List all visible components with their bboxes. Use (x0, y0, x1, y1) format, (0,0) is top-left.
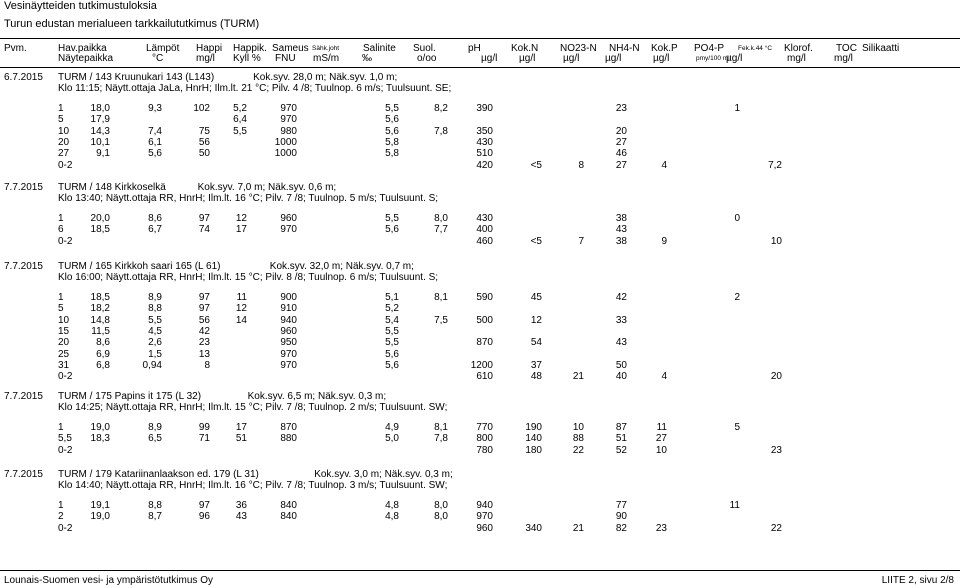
depth-cell: 27 (58, 148, 70, 160)
value-cell-sat: 74 (198, 224, 210, 236)
value-cell-sal: 5,0 (385, 433, 399, 445)
depth-cell: 1 (58, 500, 64, 511)
value-cell-n: 500 (476, 314, 493, 326)
value-cell-no: 12 (530, 314, 542, 326)
value-cell-sat: 56 (198, 136, 210, 148)
depth-cell: 0-2 (58, 522, 73, 534)
value-cell-ph: 7,8 (434, 125, 448, 137)
depth-cell: 0-2 (58, 235, 73, 247)
value-cell-o2: 2,6 (148, 337, 162, 349)
value-cell-o2: 5,5 (148, 314, 162, 326)
value-cell-sat: 102 (193, 103, 210, 114)
value-cell-t: 6,9 (96, 348, 110, 360)
value-cell-po: 27 (655, 433, 667, 445)
value-cell-ms: 840 (280, 500, 297, 511)
section-info: Klo 14:25; Näytt.ottaja RR, HnrH; Ilm.lt. 15 °C; Pilv. 7 /8; Tuulnop. 2 m/s; Tuulsuunt. SW; (58, 402, 448, 413)
value-cell-nh: 21 (572, 522, 584, 534)
value-cell-ms: 970 (280, 348, 297, 360)
value-cell-o2: 6,5 (148, 433, 162, 445)
value-cell-sat: 56 (198, 314, 210, 326)
header-top-rule (0, 38, 960, 39)
value-cell-sat: 97 (198, 213, 210, 224)
footer-rule (0, 570, 960, 571)
value-cell-sat: 75 (198, 125, 210, 137)
value-cell-fek: 0 (734, 213, 740, 224)
value-cell-n: 610 (476, 371, 493, 383)
value-cell-t: 17,9 (90, 114, 110, 126)
value-cell-n: 940 (476, 500, 493, 511)
value-cell-po: 4 (661, 371, 667, 383)
value-cell-ms: 970 (280, 359, 297, 371)
value-cell-fnu: 17 (235, 224, 247, 236)
value-cell-n: 430 (476, 136, 493, 148)
value-cell-no: <5 (530, 159, 542, 171)
column-unit-label: µg/l (726, 53, 743, 64)
value-cell-sal: 5,5 (385, 103, 399, 114)
value-cell-p: 46 (615, 148, 627, 160)
column-unit-label: µg/l (605, 53, 622, 64)
value-cell-sal: 4,8 (385, 511, 399, 523)
value-cell-sal: 5,8 (385, 136, 399, 148)
value-cell-klo: 22 (770, 522, 782, 534)
depth-cell: 1 (58, 213, 64, 224)
value-cell-o2: 8,7 (148, 511, 162, 523)
value-cell-sat: 13 (198, 348, 210, 360)
value-cell-n: 770 (476, 422, 493, 433)
value-cell-klo: 7,2 (768, 159, 782, 171)
value-cell-sat: 8 (204, 359, 210, 371)
value-cell-t: 14,8 (90, 314, 110, 326)
value-cell-no: 37 (530, 359, 542, 371)
value-cell-o2: 0,94 (142, 359, 162, 371)
value-cell-ph: 8,2 (434, 103, 448, 114)
depth-cell: 2 (58, 511, 64, 523)
column-unit-label: Näytepaikka (58, 53, 114, 64)
column-header-label: TOC (836, 43, 857, 54)
section-date: 7.7.2015 (4, 469, 43, 480)
value-cell-ms: 1000 (274, 136, 297, 148)
value-cell-sat: 99 (198, 422, 210, 433)
column-header-label: Pvm. (4, 43, 27, 54)
column-unit-label: pmy/100 ml (696, 55, 730, 62)
column-unit-label: mg/l (196, 53, 215, 64)
section-station: TURM / 148 Kirkkoselkä (58, 182, 166, 193)
value-cell-ms: 870 (280, 422, 297, 433)
value-cell-nh: 8 (578, 159, 584, 171)
value-cell-fnu: 12 (235, 303, 247, 315)
value-cell-klo: 23 (770, 444, 782, 456)
value-cell-no: 340 (525, 522, 542, 534)
section-station: TURM / 143 Kruunukari 143 (L143) (58, 72, 215, 83)
value-cell-p: 50 (615, 359, 627, 371)
depth-cell: 10 (58, 125, 70, 137)
value-cell-n: 420 (476, 159, 493, 171)
value-cell-ph: 7,8 (434, 433, 448, 445)
value-cell-sat: 96 (198, 511, 210, 523)
value-cell-nh: 88 (572, 433, 584, 445)
column-header-label: Sameus (272, 43, 309, 54)
column-header-label: Happi (196, 43, 223, 54)
value-cell-sal: 4,8 (385, 500, 399, 511)
value-cell-p: 90 (615, 511, 627, 523)
value-cell-p: 87 (615, 422, 627, 433)
column-unit-label: o/oo (417, 53, 437, 64)
value-cell-o2: 6,7 (148, 224, 162, 236)
value-cell-no: <5 (530, 235, 542, 247)
depth-cell: 1 (58, 292, 64, 303)
depth-cell: 10 (58, 314, 70, 326)
value-cell-ms: 950 (280, 337, 297, 349)
value-cell-sat: 71 (198, 433, 210, 445)
column-header-label: Lämpöt (146, 43, 180, 54)
value-cell-sal: 5,5 (385, 213, 399, 224)
column-header-label: NH4-N (609, 43, 640, 54)
value-cell-n: 350 (476, 125, 493, 137)
value-cell-t: 10,1 (90, 136, 110, 148)
value-cell-fek: 5 (734, 422, 740, 433)
value-cell-p: 43 (615, 224, 627, 236)
section-depth: Kok.syv. 32,0 m; Näk.syv. 0,7 m; (269, 261, 414, 272)
value-cell-t: 6,8 (96, 359, 110, 371)
column-unit-label: mS/m (313, 53, 340, 64)
value-cell-n: 800 (476, 433, 493, 445)
depth-cell: 15 (58, 325, 70, 337)
section-station: TURM / 179 Katariinanlaakson ed. 179 (L 31) (58, 469, 259, 480)
value-cell-nh: 22 (572, 444, 584, 456)
column-unit-label: µg/l (563, 53, 580, 64)
value-cell-n: 970 (476, 511, 493, 523)
value-cell-ph: 7,5 (434, 314, 448, 326)
value-cell-o2: 8,6 (148, 213, 162, 224)
value-cell-t: 8,6 (96, 337, 110, 349)
value-cell-sat: 23 (198, 337, 210, 349)
value-cell-p: 42 (615, 292, 627, 303)
value-cell-n: 400 (476, 224, 493, 236)
value-cell-nh: 21 (572, 371, 584, 383)
footer-page: LIITE 2, sivu 2/8 (881, 575, 954, 586)
value-cell-t: 14,3 (90, 125, 110, 137)
value-cell-ms: 960 (280, 213, 297, 224)
value-cell-p: 51 (615, 433, 627, 445)
column-header-label: pH (468, 43, 481, 54)
value-cell-ms: 980 (280, 125, 297, 137)
depth-cell: 5 (58, 114, 64, 126)
value-cell-sal: 5,6 (385, 224, 399, 236)
section-info: Klo 11:15; Näytt.ottaja JaLa, HnrH; Ilm.lt. 21 °C; Pilv. 4 /8; Tuulnop. 6 m/s; Tuulsuunt. SE; (58, 83, 452, 94)
column-header-label: Salinite (363, 43, 396, 54)
value-cell-t: 19,0 (90, 511, 110, 523)
section-depth: Kok.syv. 7,0 m; Näk.syv. 0,6 m; (197, 182, 337, 193)
section-station: TURM / 175 Papins it 175 (L 32) (58, 391, 202, 402)
value-cell-fnu: 14 (235, 314, 247, 326)
value-cell-fnu: 51 (235, 433, 247, 445)
section-info: Klo 13:40; Näytt.ottaja RR, HnrH; Ilm.lt. 16 °C; Pilv. 7 /8; Tuulnop. 5 m/s; Tuulsuunt. S; (58, 193, 439, 204)
section-depth: Kok.syv. 28,0 m; Näk.syv. 1,0 m; (253, 72, 398, 83)
value-cell-sal: 5,2 (385, 303, 399, 315)
value-cell-fek: 2 (734, 292, 740, 303)
depth-cell: 25 (58, 348, 70, 360)
value-cell-p: 40 (615, 371, 627, 383)
value-cell-nh: 7 (578, 235, 584, 247)
value-cell-ph: 8,0 (434, 213, 448, 224)
value-cell-p: 38 (615, 213, 627, 224)
column-unit-label: ‰ (362, 53, 372, 64)
value-cell-p: 20 (615, 125, 627, 137)
value-cell-o2: 6,1 (148, 136, 162, 148)
value-cell-n: 460 (476, 235, 493, 247)
column-header-label: NO23-N (560, 43, 597, 54)
value-cell-ms: 970 (280, 114, 297, 126)
value-cell-sal: 5,5 (385, 337, 399, 349)
depth-cell: 5,5 (58, 433, 72, 445)
section-depth: Kok.syv. 3,0 m; Näk.syv. 0,3 m; (314, 469, 453, 480)
value-cell-ph: 8,0 (434, 500, 448, 511)
column-header-label: Fek.k.44 °C (738, 45, 773, 52)
value-cell-p: 27 (615, 136, 627, 148)
value-cell-o2: 5,6 (148, 148, 162, 160)
value-cell-o2: 7,4 (148, 125, 162, 137)
section-date: 6.7.2015 (4, 72, 43, 83)
value-cell-o2: 8,9 (148, 292, 162, 303)
column-unit-label: mg/l (787, 53, 806, 64)
value-cell-ph: 8,1 (434, 292, 448, 303)
value-cell-ms: 970 (280, 103, 297, 114)
column-unit-label: µg/l (481, 53, 498, 64)
depth-cell: 6 (58, 224, 64, 236)
value-cell-ms: 960 (280, 325, 297, 337)
column-header-label: Happik. (233, 43, 267, 54)
section-date: 7.7.2015 (4, 261, 43, 272)
value-cell-sal: 5,6 (385, 359, 399, 371)
column-unit-label: FNU (275, 53, 296, 64)
column-header-label: Kok.P (651, 43, 678, 54)
section-date: 7.7.2015 (4, 391, 43, 402)
value-cell-t: 18,5 (90, 292, 110, 303)
value-cell-t: 9,1 (96, 148, 110, 160)
column-header-label: Sähk.joht (312, 45, 340, 52)
value-cell-n: 390 (476, 103, 493, 114)
value-cell-t: 18,3 (90, 433, 110, 445)
value-cell-po: 9 (661, 235, 667, 247)
column-header-label: Hav.paikka (58, 43, 107, 54)
column-unit-label: µg/l (653, 53, 670, 64)
value-cell-sal: 4,9 (385, 422, 399, 433)
value-cell-ms: 1000 (274, 148, 297, 160)
column-header-label: Silikaatti (862, 43, 900, 54)
value-cell-nh: 10 (572, 422, 584, 433)
value-cell-fnu: 43 (235, 511, 247, 523)
value-cell-sal: 5,8 (385, 148, 399, 160)
column-unit-label: mg/l (834, 53, 853, 64)
value-cell-fnu: 36 (235, 500, 247, 511)
value-cell-ms: 840 (280, 511, 297, 523)
value-cell-n: 430 (476, 213, 493, 224)
footer-company: Lounais-Suomen vesi- ja ympäristötutkimus Oy (4, 575, 213, 586)
section-info: Klo 14:40; Näytt.ottaja RR, HnrH; Ilm.lt. 16 °C; Pilv. 7 /8; Tuulnop. 3 m/s; Tuulsuunt. SW; (58, 480, 448, 491)
depth-cell: 0-2 (58, 371, 73, 383)
value-cell-sat: 42 (198, 325, 210, 337)
column-unit-label: °C (152, 53, 164, 64)
value-cell-p: 33 (615, 314, 627, 326)
column-header-label: PO4-P (694, 43, 725, 54)
value-cell-sal: 5,6 (385, 348, 399, 360)
depth-cell: 0-2 (58, 159, 73, 171)
value-cell-t: 19,0 (90, 422, 110, 433)
value-cell-n: 870 (476, 337, 493, 349)
section-station: TURM / 165 Kirkkoh saari 165 (L 61) (58, 261, 221, 272)
value-cell-klo: 10 (770, 235, 782, 247)
value-cell-p: 43 (615, 337, 627, 349)
value-cell-n: 780 (476, 444, 493, 456)
value-cell-n: 960 (476, 522, 493, 534)
value-cell-no: 45 (530, 292, 542, 303)
report-org: Vesinäytteiden tutkimustuloksia (4, 0, 157, 12)
value-cell-sat: 50 (198, 148, 210, 160)
value-cell-n: 590 (476, 292, 493, 303)
value-cell-o2: 9,3 (148, 103, 162, 114)
value-cell-no: 48 (530, 371, 542, 383)
value-cell-ph: 8,1 (434, 422, 448, 433)
column-header-label: Kok.N (511, 43, 539, 54)
value-cell-ph: 7,7 (434, 224, 448, 236)
value-cell-fnu: 11 (236, 292, 247, 303)
depth-cell: 20 (58, 337, 70, 349)
depth-cell: 0-2 (58, 444, 73, 456)
value-cell-t: 18,0 (90, 103, 110, 114)
value-cell-klo: 20 (770, 371, 782, 383)
value-cell-p: 82 (615, 522, 627, 534)
depth-cell: 31 (58, 359, 70, 371)
value-cell-o2: 8,8 (148, 303, 162, 315)
value-cell-fek: 11 (729, 500, 740, 511)
value-cell-t: 20,0 (90, 213, 110, 224)
column-unit-label: µg/l (519, 53, 536, 64)
value-cell-ph: 8,0 (434, 511, 448, 523)
value-cell-ms: 910 (280, 303, 297, 315)
value-cell-o2: 1,5 (148, 348, 162, 360)
section-depth: Kok.syv. 6,5 m; Näk.syv. 0,3 m; (247, 391, 387, 402)
column-unit-label: Kyll % (233, 53, 261, 64)
value-cell-sat: 97 (198, 500, 210, 511)
value-cell-sal: 5,6 (385, 125, 399, 137)
value-cell-sal: 5,4 (385, 314, 399, 326)
value-cell-po: 4 (661, 159, 667, 171)
value-cell-sal: 5,1 (385, 292, 399, 303)
depth-cell: 5 (58, 303, 64, 315)
section-date: 7.7.2015 (4, 182, 43, 193)
column-header-label: Klorof. (784, 43, 813, 54)
value-cell-no: 180 (525, 444, 542, 456)
depth-cell: 20 (58, 136, 70, 148)
value-cell-p: 23 (615, 103, 627, 114)
column-header-label: Suol. (413, 43, 436, 54)
value-cell-po: 23 (655, 522, 667, 534)
value-cell-n: 1200 (470, 359, 493, 371)
value-cell-sat: 97 (198, 292, 210, 303)
value-cell-po: 10 (655, 444, 667, 456)
value-cell-p: 52 (615, 444, 627, 456)
value-cell-p: 27 (615, 159, 627, 171)
value-cell-ms: 970 (280, 224, 297, 236)
value-cell-ms: 900 (280, 292, 297, 303)
value-cell-po: 11 (656, 422, 667, 433)
value-cell-ms: 940 (280, 314, 297, 326)
value-cell-sal: 5,6 (385, 114, 399, 126)
value-cell-no: 140 (525, 433, 542, 445)
value-cell-t: 18,2 (90, 303, 110, 315)
value-cell-p: 77 (615, 500, 627, 511)
value-cell-fnu: 6,4 (233, 114, 247, 126)
report-title: Turun edustan merialueen tarkkailututkimus (TURM) (4, 18, 260, 30)
section-info: Klo 16:00; Näytt.ottaja RR, HnrH; Ilm.lt. 15 °C; Pilv. 8 /8; Tuulnop. 6 m/s; Tuulsuunt. S; (58, 272, 439, 283)
value-cell-o2: 4,5 (148, 325, 162, 337)
value-cell-t: 19,1 (90, 500, 110, 511)
value-cell-no: 54 (530, 337, 542, 349)
value-cell-fnu: 5,5 (233, 125, 247, 137)
value-cell-fnu: 5,2 (233, 103, 247, 114)
value-cell-n: 510 (476, 148, 493, 160)
value-cell-fek: 1 (734, 103, 740, 114)
value-cell-fnu: 17 (235, 422, 247, 433)
value-cell-t: 18,5 (90, 224, 110, 236)
value-cell-o2: 8,8 (148, 500, 162, 511)
depth-cell: 1 (58, 422, 64, 433)
value-cell-ms: 880 (280, 433, 297, 445)
header-bottom-rule (0, 67, 960, 68)
value-cell-fnu: 12 (235, 213, 247, 224)
depth-cell: 1 (58, 103, 64, 114)
value-cell-sat: 97 (198, 303, 210, 315)
value-cell-p: 38 (615, 235, 627, 247)
value-cell-t: 11,5 (91, 325, 110, 337)
value-cell-o2: 8,9 (148, 422, 162, 433)
value-cell-sal: 5,5 (385, 325, 399, 337)
value-cell-no: 190 (525, 422, 542, 433)
